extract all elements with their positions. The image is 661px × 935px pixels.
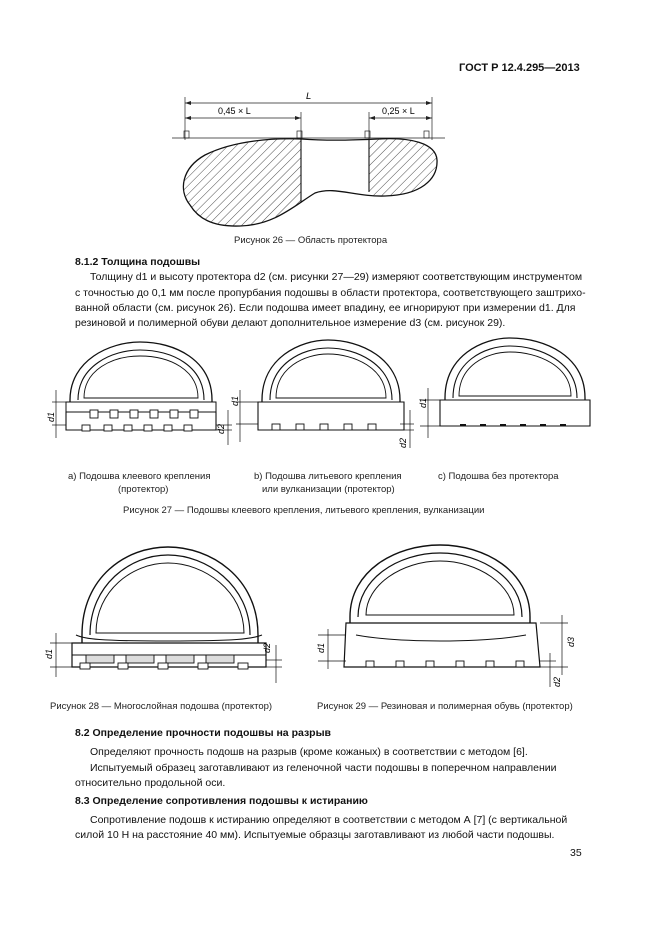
para-line: с точностью до 0,1 мм после пропурбания подошвы в области протектора, соответствующего заштрихо- [75,287,586,299]
dim-left-label: 0,45 × L [218,106,251,116]
fig27-sub-b-line2: или вулканизации (протектор) [262,484,395,495]
d1-label: d1 [46,411,56,422]
figure-28-caption: Рисунок 28 — Многослойная подошва (протектор) [50,701,273,712]
para-line: Испытуемый образец заготавливают из геленочной части подошвы в поперечном направлении [90,762,557,774]
figure-27-caption: Рисунок 27 — Подошвы клеевого крепления, литьевого крепления, вулканизации [123,505,485,516]
fig27-sub-a-line2: (протектор) [118,484,169,495]
d2-label: d2 [262,642,272,653]
dim-right-label: 0,25 × L [382,106,415,116]
d1-label: d1 [44,648,54,659]
fig27-sub-a-line1: а) Подошва клеевого крепления [68,471,211,482]
section-8-2-heading: 8.2 Определение прочности подошвы на разрыв [75,727,332,739]
shoe-29-diagram [316,545,576,687]
page-number: 35 [570,847,582,859]
dim-total-label: L [306,91,312,102]
fig27-sub-b-line1: b) Подошва литьевого крепления [254,471,402,482]
para-line: относительно продольной оси. [75,777,226,789]
shoe-c-diagram [418,338,590,438]
section-8-3-heading: 8.3 Определение сопротивления подошвы к истиранию [75,795,368,807]
para-line: Определяют прочность подошв на разрыв (кроме кожаных) в соответствии с методом [6]. [90,746,528,758]
d2-label: d2 [398,437,408,448]
para-line: резиновой и полимерной обуви делают дополнительное измерение d3 (см. рисунок 29). [75,317,506,329]
d1-label: d1 [230,395,240,406]
d3-label: d3 [566,636,576,647]
para-line: ванной области (см. рисунок 26). Если подошва имеет впадину, ее игнорируют при измерении d1. Для [75,302,576,314]
fig27-sub-c-line1: c) Подошва без протектора [438,471,559,482]
figure-26-caption: Рисунок 26 — Область протектора [234,235,388,246]
d1-label: d1 [418,397,428,408]
para-line: силой 10 Н на расстояние 40 мм). Испытуемые образцы заготавливают из любой части подошвы. [75,829,555,841]
figure-27-drawings [0,330,661,460]
d1-label: d1 [316,642,326,653]
document-header: ГОСТ Р 12.4.295—2013 [459,62,580,74]
shoe-28-diagram [44,547,282,683]
section-8-1-2-heading: 8.1.2 Толщина подошвы [75,256,201,268]
figures-28-29-drawings [0,535,661,690]
d2-label: d2 [216,423,226,434]
figure-29-caption: Рисунок 29 — Резиновая и полимерная обувь (протектор) [317,701,573,712]
para-line: Толщину d1 и высоту протектора d2 (см. рисунки 27—29) измеряют соответствующим инструментом [90,271,583,283]
d2-label: d2 [552,676,562,687]
figure-26-sole-diagram [0,0,661,240]
para-line: Сопротивление подошв к истиранию определяют в соответствии с методом А [7] (с вертикальной [90,814,568,826]
shoe-a-diagram [46,342,232,445]
shoe-b-diagram [230,340,414,448]
